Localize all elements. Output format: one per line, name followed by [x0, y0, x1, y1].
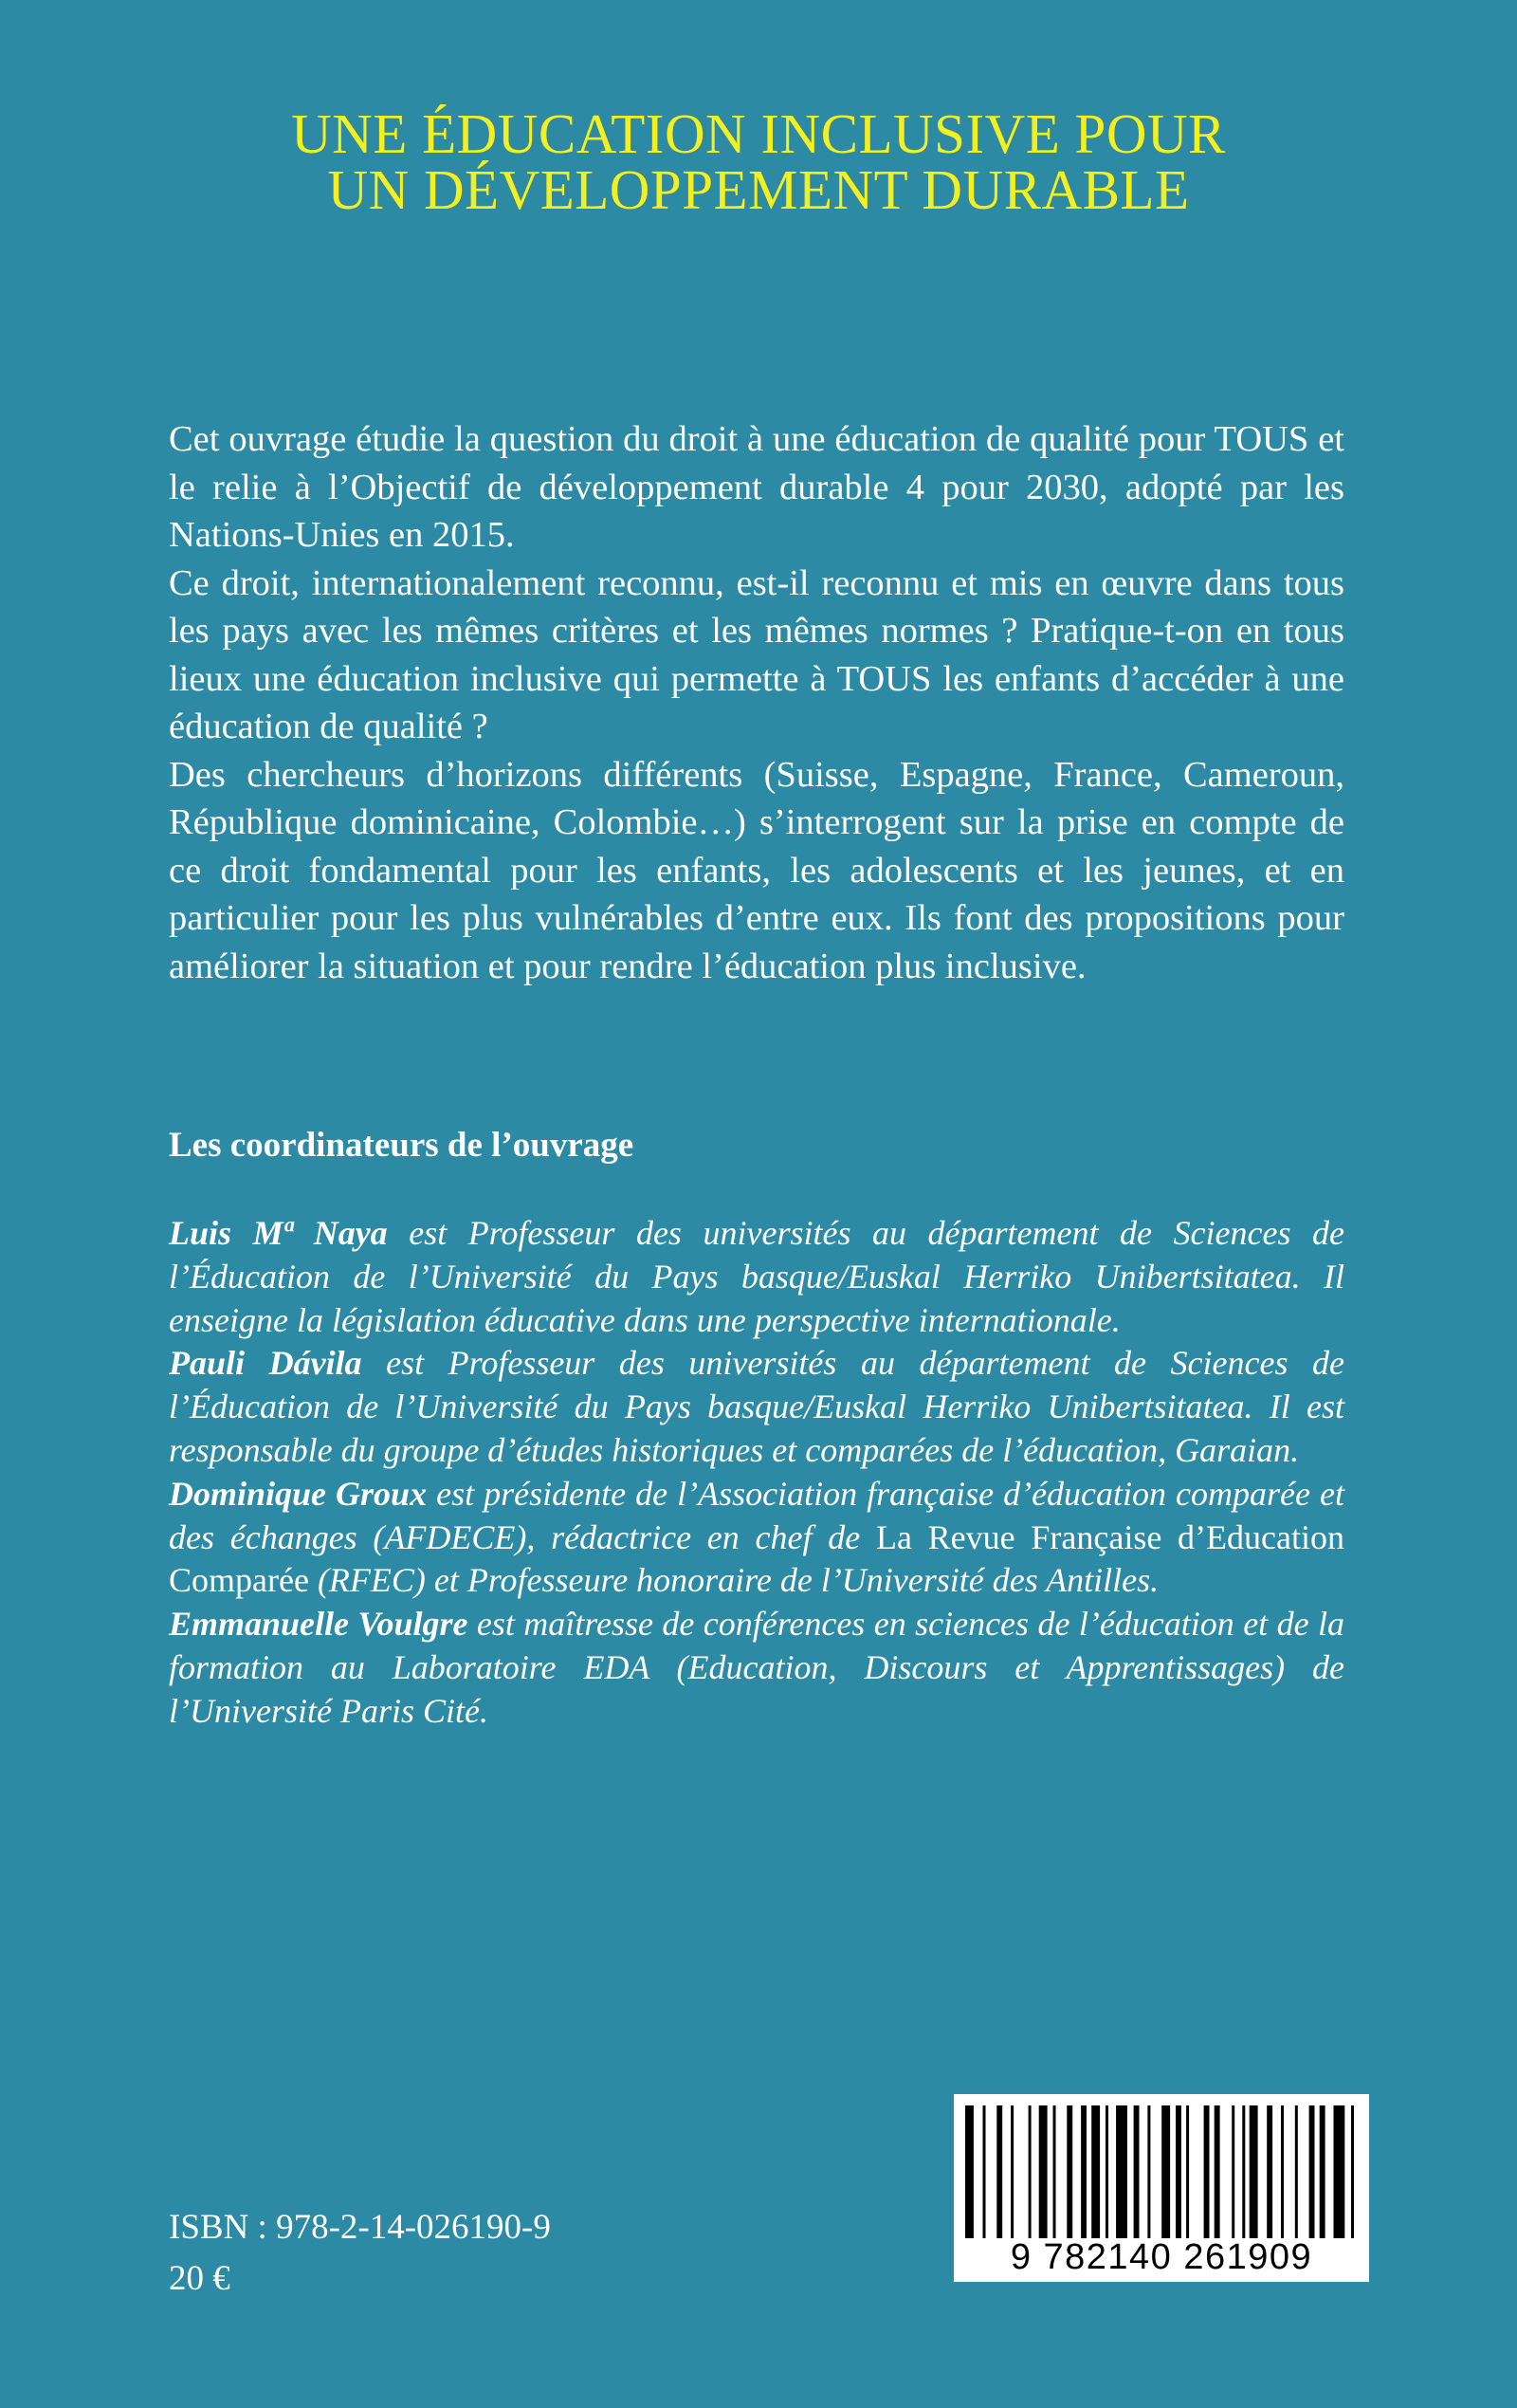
coordinators-heading: Les coordinateurs de l’ouvrage — [169, 1126, 634, 1165]
author-bio: est Professeur des universités au département de Sciences de l’Éducation de l’Université du Pays basque/Euskal Herriko Unibertsitatea. Il est responsable du groupe d’études historiques et comparées de l’éducation, Garaian. — [169, 1344, 1345, 1469]
barcode-bar — [1029, 2105, 1032, 2238]
barcode-bar — [1295, 2105, 1298, 2238]
barcode-bar — [1161, 2105, 1170, 2238]
bio-davila — [169, 1342, 1344, 1472]
barcode-bar — [1351, 2105, 1354, 2238]
barcode-bar — [1320, 2105, 1325, 2238]
barcode-bar — [1334, 2105, 1345, 2238]
author-bio: est présidente de l’Association française d’éducation comparée et des échanges (AFDECE), rédactrice en chef de — [169, 1474, 1344, 1556]
title-line-1: UNE ÉDUCATION INCLUSIVE POUR — [291, 102, 1226, 165]
author-name: Pauli Dávila — [169, 1344, 362, 1383]
author-bio: est maîtresse de conférences en sciences de l’éducation et de la formation au Laboratoire EDA (Education, Discours et Apprentissages) de l’Université Paris Cité. — [169, 1605, 1344, 1730]
barcode-bar — [1250, 2105, 1258, 2238]
bio-groux — [169, 1473, 1344, 1603]
barcode-bar — [1176, 2105, 1181, 2238]
barcode-bar — [1267, 2105, 1272, 2238]
price-text: 20 € — [169, 2259, 230, 2298]
barcode-bar — [1186, 2105, 1189, 2238]
barcode-bar — [1232, 2105, 1234, 2238]
barcode-bar — [1281, 2105, 1284, 2238]
barcode-bar — [996, 2105, 1002, 2238]
barcode-bar — [1067, 2105, 1072, 2238]
barcode-bar — [1106, 2105, 1108, 2238]
author-name: Emmanuelle Voulgre — [169, 1605, 468, 1644]
barcode-bar — [1116, 2105, 1127, 2238]
summary-paragraph: Ce droit, internationalement reconnu, est-il reconnu et mis en œuvre dans tous les pays avec les mêmes critères et les mêmes normes ? Pratique-t-on en tous lieux une éducation inclusive qui permette à TOUS les enfants d’accéder à une éducation de qualité ? — [169, 562, 1344, 746]
barcode-bar — [1053, 2105, 1056, 2238]
barcode — [954, 2094, 1369, 2282]
book-title — [0, 102, 1517, 221]
barcode-bar — [1309, 2105, 1315, 2238]
summary-paragraph: Cet ouvrage étudie la question du droit à une éducation de qualité pour TOUS et le relie à l’Objectif de développement durable 4 pour 2030, adopté par les Nations-Unies en 2015. — [169, 419, 1344, 555]
author-bio: est Professeur des universités au département de Sciences de l’Éducation de l’Université du Pays basque/Euskal Herriko Unibertsitatea. Il enseigne la législation éducative dans une perspective internationale. — [169, 1214, 1345, 1339]
author-bio: (RFEC) et Professeure honoraire de l’Université des Antilles. — [308, 1561, 1160, 1600]
journal-name: La Revue Française d’Education Comparée — [169, 1517, 1345, 1600]
barcode-bar — [1039, 2105, 1048, 2238]
barcode-number: 9 782140 261909 — [1010, 2237, 1313, 2277]
bio-naya — [169, 1212, 1344, 1342]
barcode-bar — [1081, 2105, 1087, 2238]
barcode-bars — [954, 2094, 1369, 2246]
author-name: Dominique Groux — [169, 1474, 428, 1513]
book-summary — [169, 415, 1344, 990]
barcode-bar — [1134, 2105, 1140, 2238]
barcode-bar — [1147, 2105, 1150, 2238]
bio-voulgre — [169, 1603, 1344, 1733]
summary-paragraph: Des chercheurs d’horizons différents (Suisse, Espagne, France, Cameroun, République dominicaine, Colombie…) s’interrogent sur la prise en compte de ce droit fondamental pour les enfants, les adolescents et les jeunes, et en particulier pour les plus vulnérables d’entre eux. Ils font des propositions pour améliorer la situation et pour rendre l’éducation plus inclusive. — [169, 754, 1344, 986]
author-name: Luis Mª Naya — [169, 1214, 388, 1252]
barcode-bar — [1204, 2105, 1210, 2238]
barcode-bar — [1091, 2105, 1100, 2238]
coordinators-bios — [169, 1212, 1344, 1734]
isbn-text: ISBN : 978-2-14-026190-9 — [169, 2208, 551, 2247]
barcode-bar — [965, 2105, 974, 2238]
barcode-bar — [983, 2105, 986, 2238]
title-line-2: UN DÉVELOPPEMENT DURABLE — [327, 158, 1190, 221]
barcode-bar — [1242, 2105, 1245, 2238]
publication-info — [169, 2202, 551, 2305]
barcode-bar — [1011, 2105, 1014, 2238]
barcode-bar — [1215, 2105, 1220, 2238]
